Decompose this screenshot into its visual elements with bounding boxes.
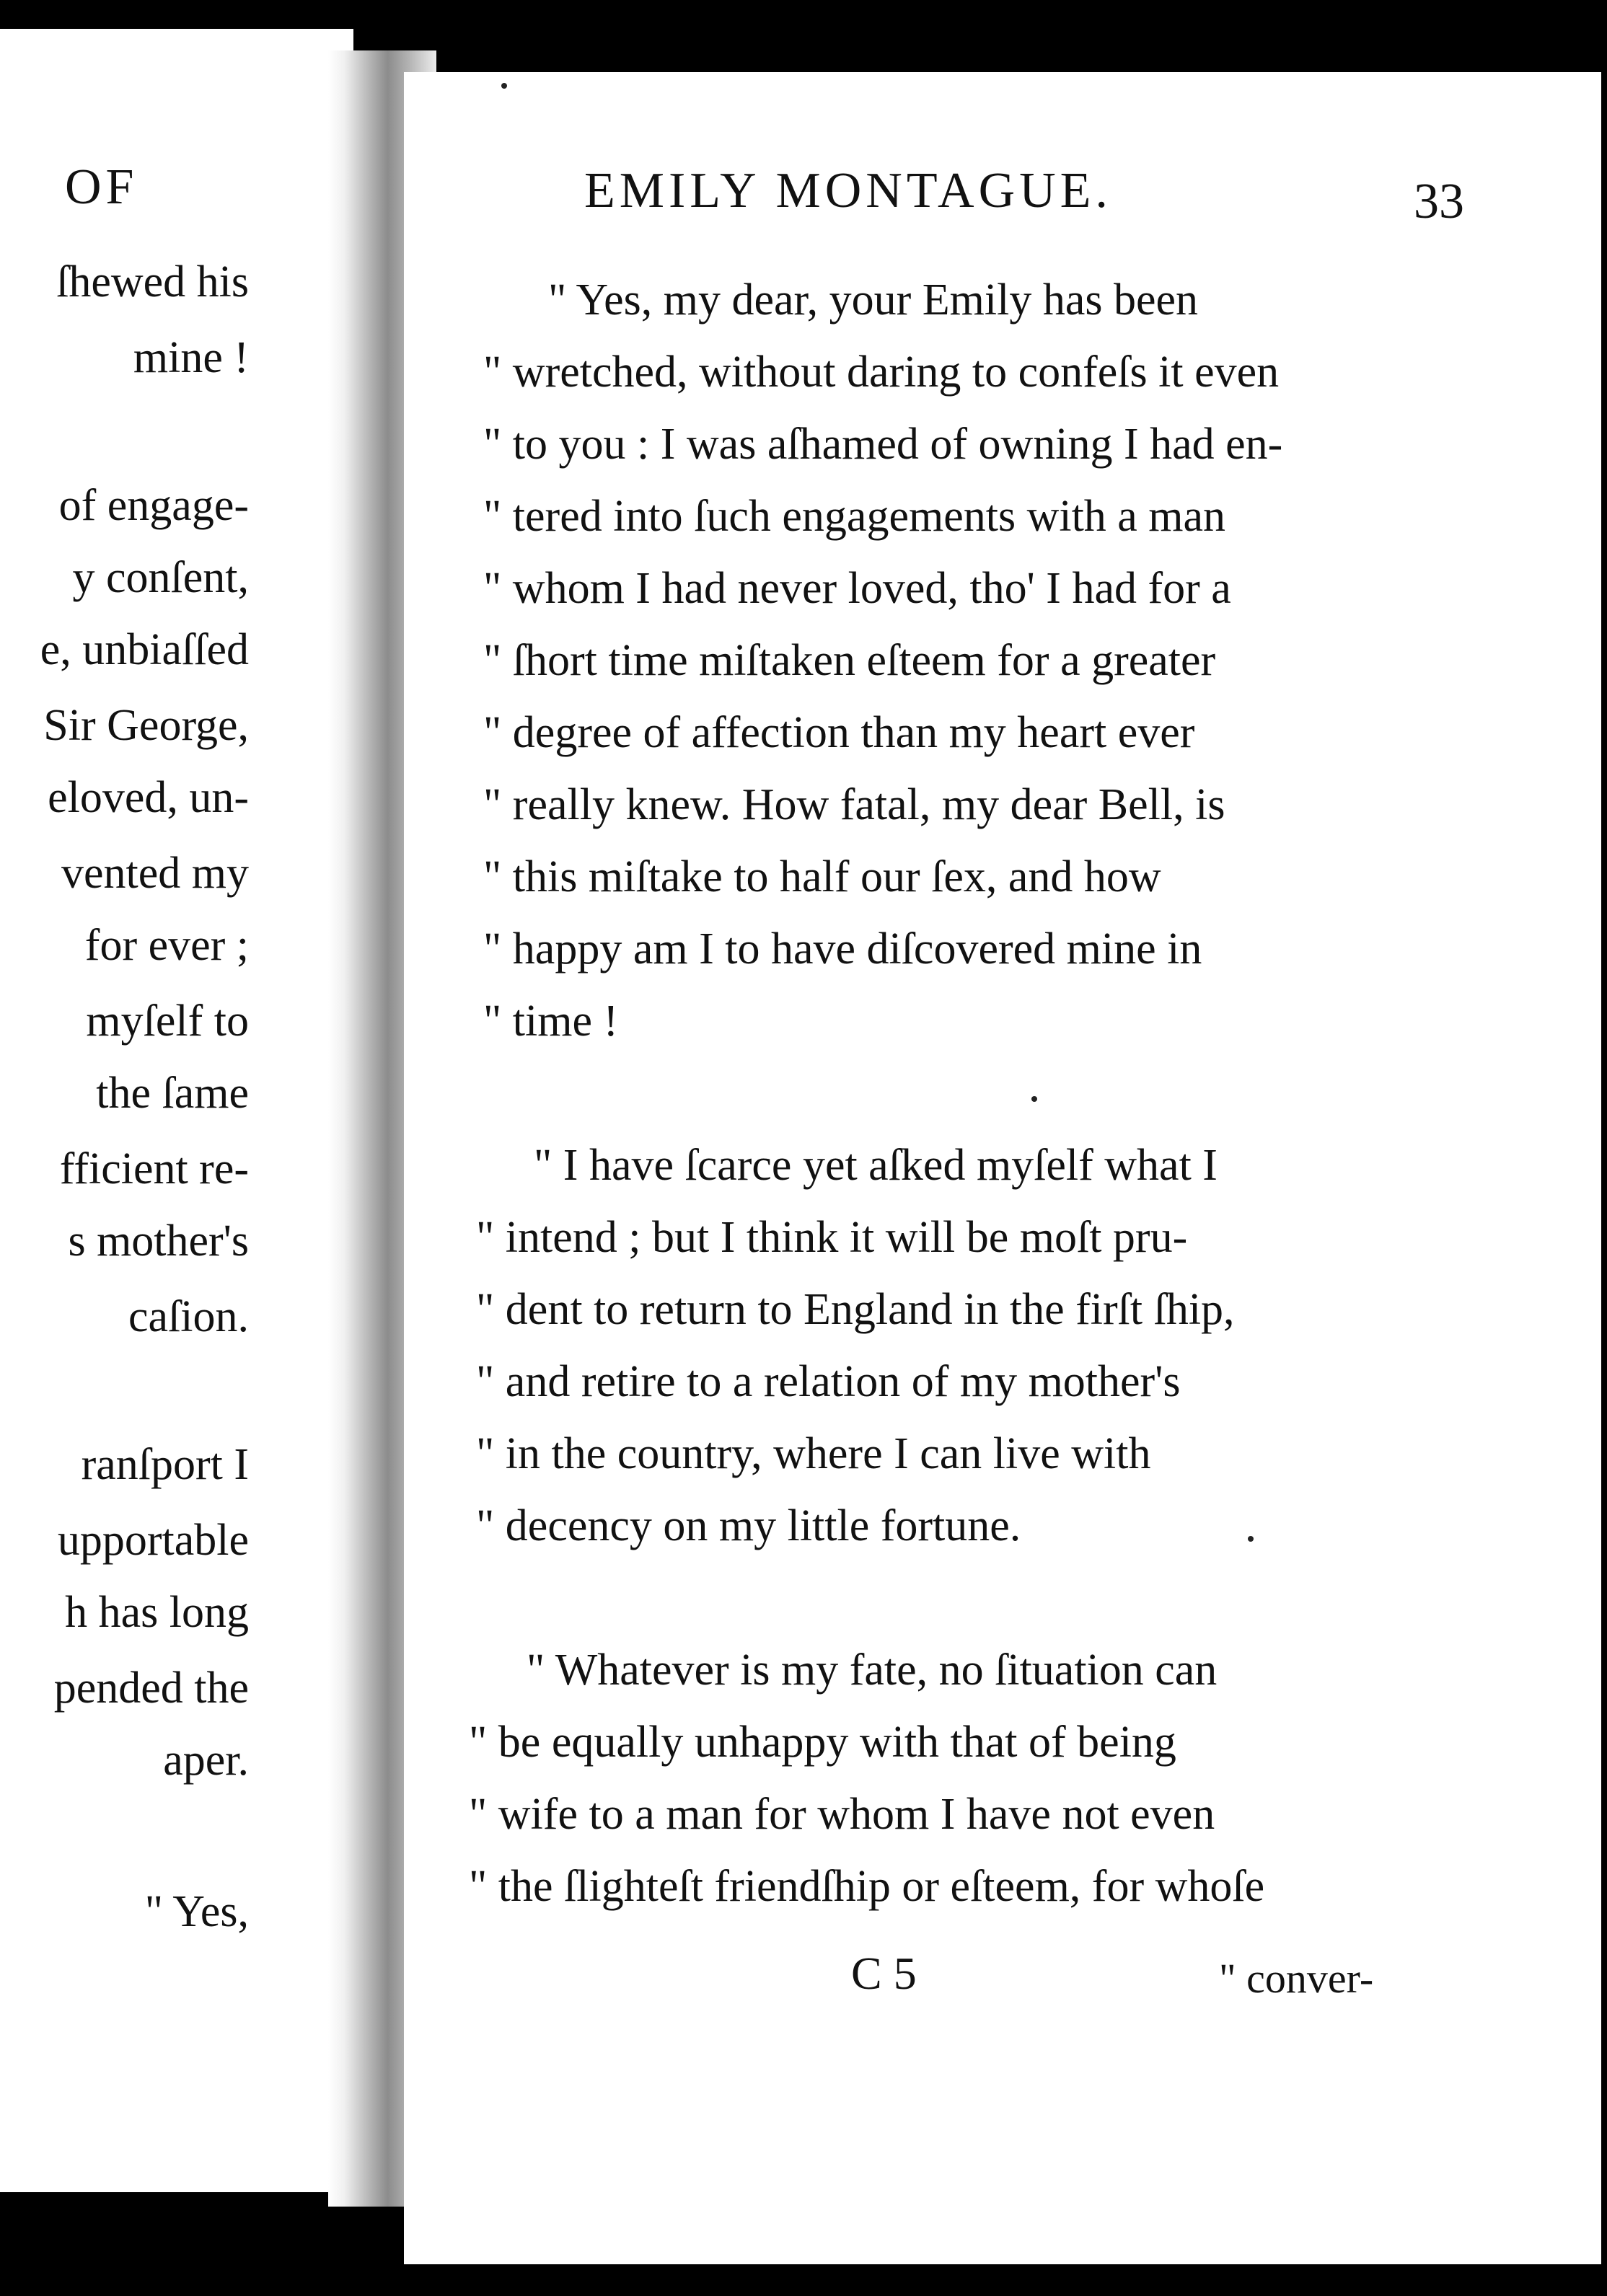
signature-mark: C 5: [851, 1948, 917, 1999]
left-line: h has long: [65, 1588, 249, 1637]
left-line: Sir George,: [43, 701, 249, 750]
left-line: y conſent,: [72, 553, 249, 602]
text-line: " I have ſcarce yet aſked myſelf what I: [534, 1141, 1218, 1190]
ink-speck: [1248, 1536, 1254, 1542]
text-line: " ſhort time miſtaken eſteem for a greater: [483, 636, 1216, 685]
left-line: for ever ;: [84, 921, 249, 970]
catchword: " conver-: [1219, 1955, 1374, 2002]
text-line: " degree of affection than my heart ever: [483, 708, 1195, 757]
left-line: ſhewed his: [56, 257, 249, 306]
left-running-head: OF: [65, 159, 138, 215]
left-line: eloved, un-: [48, 773, 249, 822]
text-line: " happy am I to have diſcovered mine in: [483, 924, 1202, 973]
left-line: pended the: [53, 1664, 249, 1713]
left-line: myſelf to: [86, 997, 249, 1046]
text-line: " be equally unhappy with that of being: [469, 1718, 1176, 1767]
text-line: " Whatever is my fate, no ſituation can: [527, 1646, 1218, 1695]
left-line: mine !: [133, 333, 249, 382]
text-line: " decency on my little fortune.: [476, 1501, 1021, 1550]
text-line: " time !: [483, 997, 619, 1046]
text-line: " this miſtake to half our ſex, and how: [483, 852, 1161, 901]
text-line: " dent to return to England in the firſt ſhip,: [476, 1285, 1235, 1334]
text-line: " whom I had never loved, tho' I had for a: [483, 564, 1231, 613]
left-line: s mother's: [68, 1217, 249, 1266]
text-line: " really knew. How fatal, my dear Bell, is: [483, 780, 1225, 829]
text-line: " the ſlighteſt friendſhip or eſteem, for whoſe: [469, 1862, 1265, 1911]
text-line: " Yes, my dear, your Emily has been: [548, 275, 1199, 324]
text-line: " in the country, where I can live with: [476, 1429, 1151, 1478]
left-line: e, unbiaſſed: [40, 625, 249, 674]
left-text-block: [0, 29, 249, 2192]
ink-speck: [501, 83, 507, 89]
left-line: caſion.: [128, 1292, 249, 1341]
text-line: " intend ; but I think it will be moſt pru-: [476, 1213, 1188, 1262]
right-page: [404, 72, 1601, 2264]
left-line: fficient re-: [59, 1144, 249, 1193]
ink-speck: [1031, 1096, 1037, 1102]
page-number: 33: [1414, 174, 1464, 229]
left-line: the ſame: [96, 1069, 249, 1118]
text-line: " tered into ſuch engagements with a man: [483, 492, 1226, 541]
left-page: [0, 29, 353, 2192]
left-line: of engage-: [58, 481, 249, 530]
left-line: vented my: [61, 849, 249, 898]
left-line: ranſport I: [81, 1440, 249, 1489]
running-head: EMILY MONTAGUE.: [584, 163, 1112, 218]
text-line: " and retire to a relation of my mother's: [476, 1357, 1181, 1406]
text-line: " wretched, without daring to confeſs it even: [483, 348, 1280, 397]
left-line: aper.: [163, 1736, 249, 1785]
left-line: upportable: [57, 1516, 249, 1565]
text-line: " to you : I was aſhamed of owning I had en-: [483, 420, 1283, 469]
left-line: " Yes,: [144, 1887, 249, 1936]
text-line: " wife to a man for whom I have not even: [469, 1790, 1215, 1839]
